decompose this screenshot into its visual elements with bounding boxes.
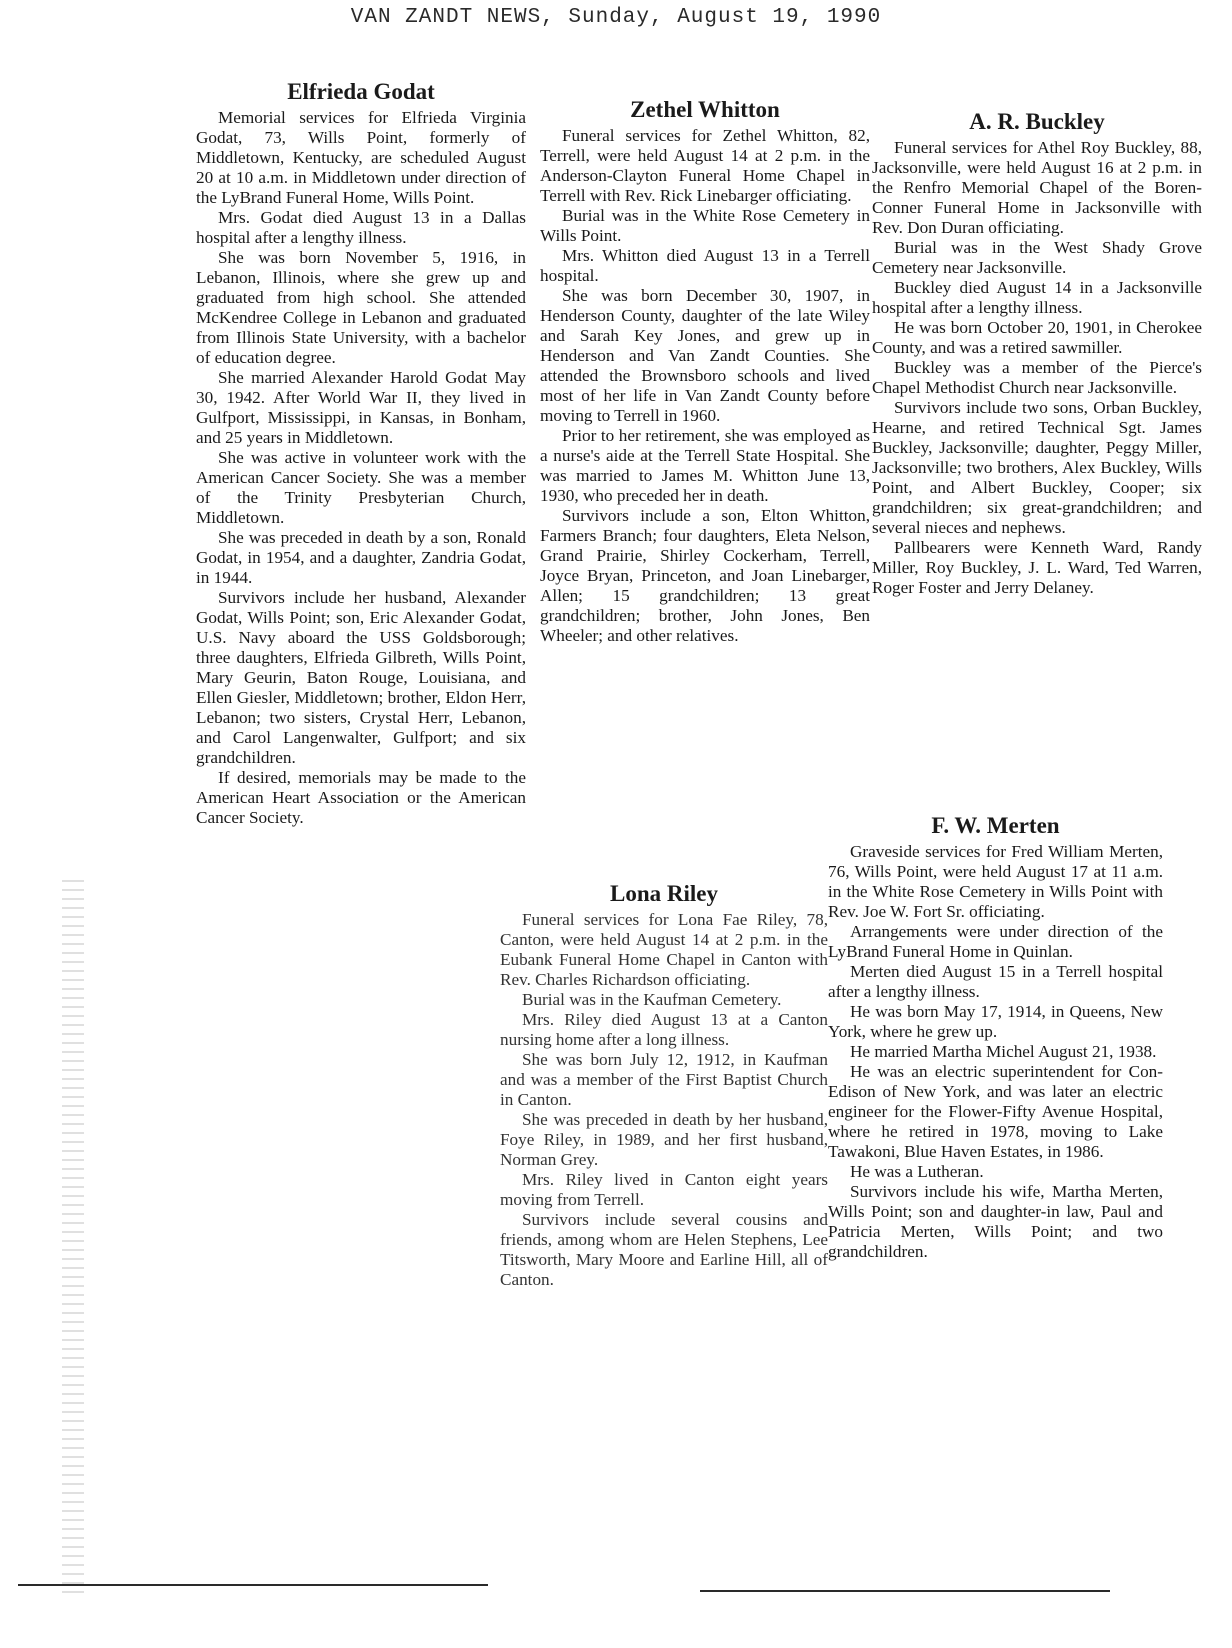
paragraph: She was preceded in death by her husband, Foye Riley, in 1989, and her first husband, Norman Grey. xyxy=(500,1110,828,1169)
paragraph: He was born May 17, 1914, in Queens, New York, where he grew up. xyxy=(828,1002,1163,1041)
paragraph: She was born December 30, 1907, in Henderson County, daughter of the late Wiley and Sarah Key Jones, and grew up in Henderson and Van Zandt Counties. She attended the Brownsboro schools and lived most of her life in Van Zandt County before moving to Terrell in 1960. xyxy=(540,286,870,425)
paragraph: She married Alexander Harold Godat May 30, 1942. After World War II, they lived in Gulfport, Mississippi, in Kansas, in Bonham, and 25 years in Middletown. xyxy=(196,368,526,447)
paragraph: Funeral services for Lona Fae Riley, 78, Canton, were held August 14 at 2 p.m. in the Eubank Funeral Home Chapel in Canton with Rev. Charles Richardson officiating. xyxy=(500,910,828,989)
page-rule xyxy=(700,1590,1110,1592)
paragraph: He was an electric superintendent for Con-Edison of New York, and was later an electric engineer for the Flower-Fifty Avenue Hospital, where he retired in 1978, moving to Lake Tawakoni, Blue Haven Estates, in 1986. xyxy=(828,1062,1163,1161)
scan-edge-shadow xyxy=(62,880,84,1600)
obituary-whitton xyxy=(540,96,870,646)
paragraph: Prior to her retirement, she was employed as a nurse's aide at the Terrell State Hospital. She was married to James M. Whitton June 13, 1930, who preceded her in death. xyxy=(540,426,870,505)
paragraph: Survivors include several cousins and friends, among whom are Helen Stephens, Lee Titsworth, Mary Moore and Earline Hill, all of Canton. xyxy=(500,1210,828,1289)
obituary-godat xyxy=(196,78,526,828)
paragraph: Graveside services for Fred William Merten, 76, Wills Point, were held August 17 at 11 a.m. in the White Rose Cemetery in Wills Point with Rev. Joe W. Fort Sr. officiating. xyxy=(828,842,1163,921)
paragraph: Burial was in the White Rose Cemetery in Wills Point. xyxy=(540,206,870,245)
paragraph: Survivors include his wife, Martha Merten, Wills Point; son and daughter-in law, Paul and Patricia Merten, Wills Point; and two grandchildren. xyxy=(828,1182,1163,1261)
page-rule xyxy=(18,1584,488,1586)
paragraph: She was born November 5, 1916, in Lebanon, Illinois, where she grew up and graduated from high school. She attended McKendree College in Lebanon and graduated from Illinois State University, with a bachelor of education degree. xyxy=(196,248,526,367)
paragraph: Merten died August 15 in a Terrell hospital after a lengthy illness. xyxy=(828,962,1163,1001)
obituary-heading: A. R. Buckley xyxy=(969,109,1105,134)
obituary-buckley xyxy=(872,108,1202,598)
paragraph: Mrs. Whitton died August 13 in a Terrell hospital. xyxy=(540,246,870,285)
paragraph: Mrs. Riley died August 13 at a Canton nursing home after a long illness. xyxy=(500,1010,828,1049)
paragraph: Mrs. Riley lived in Canton eight years moving from Terrell. xyxy=(500,1170,828,1209)
obituary-heading: Zethel Whitton xyxy=(630,97,780,122)
paragraph: She was born July 12, 1912, in Kaufman and was a member of the First Baptist Church in Canton. xyxy=(500,1050,828,1109)
paragraph: He was a Lutheran. xyxy=(850,1162,984,1181)
paragraph: He married Martha Michel August 21, 1938. xyxy=(850,1042,1157,1061)
paragraph: Pallbearers were Kenneth Ward, Randy Miller, Roy Buckley, J. L. Ward, Ted Warren, Roger Foster and Jerry Delaney. xyxy=(872,538,1202,597)
paragraph: Survivors include two sons, Orban Buckley, Hearne, and retired Technical Sgt. James Buckley, Jacksonville; daughter, Peggy Miller, Jacksonville; two brothers, Alex Buckley, Wills Point, and Albert Buckley, Cooper; six grandchildren; six great-grandchildren; and several nieces and nephews. xyxy=(872,398,1202,537)
obituary-merten xyxy=(828,812,1163,1262)
paragraph: She was active in volunteer work with the American Cancer Society. She was a member of the Trinity Presbyterian Church, Middletown. xyxy=(196,448,526,527)
paragraph: Survivors include her husband, Alexander Godat, Wills Point; son, Eric Alexander Godat, U.S. Navy aboard the USS Goldsborough; three daughters, Elfrieda Gilbreth, Wills Point, Mary Geurin, Baton Rouge, Louisiana, and Ellen Giesler, Middletown; brother, Eldon Herr, Lebanon; two sisters, Crystal Herr, Lebanon, and Carol Langenwalter, Gulfport; and six grandchildren. xyxy=(196,588,526,767)
obituary-heading: Elfrieda Godat xyxy=(287,79,435,104)
obituary-heading: F. W. Merten xyxy=(931,813,1060,838)
paragraph: Mrs. Godat died August 13 in a Dallas hospital after a lengthy illness. xyxy=(196,208,526,247)
obituary-heading: Lona Riley xyxy=(610,881,718,906)
paragraph: He was born October 20, 1901, in Cherokee County, and was a retired sawmiller. xyxy=(872,318,1202,357)
paragraph: If desired, memorials may be made to the American Heart Association or the American Cancer Society. xyxy=(196,768,526,827)
paragraph: Arrangements were under direction of the LyBrand Funeral Home in Quinlan. xyxy=(828,922,1163,961)
paragraph: Funeral services for Athel Roy Buckley, 88, Jacksonville, were held August 16 at 2 p.m. in the Renfro Memorial Chapel of the Boren-Conner Funeral Home in Jacksonville with Rev. Don Duran officiating. xyxy=(872,138,1202,237)
paragraph: Burial was in the Kaufman Cemetery. xyxy=(522,990,782,1009)
paragraph: Buckley died August 14 in a Jacksonville hospital after a lengthy illness. xyxy=(872,278,1202,317)
paragraph: Funeral services for Zethel Whitton, 82, Terrell, were held August 14 at 2 p.m. in the Anderson-Clayton Funeral Home Chapel in Terrell with Rev. Rick Linebarger officiating. xyxy=(540,126,870,205)
paragraph: Survivors include a son, Elton Whitton, Farmers Branch; four daughters, Eleta Nelson, Grand Prairie, Shirley Cockerham, Terrell, Joyce Bryan, Princeton, and Joan Linebarger, Allen; 15 grandchildren; 13 great grandchildren; brother, John Jones, Ben Wheeler; and other relatives. xyxy=(540,506,870,645)
paragraph: Burial was in the West Shady Grove Cemetery near Jacksonville. xyxy=(872,238,1202,277)
masthead: VAN ZANDT NEWS, Sunday, August 19, 1990 xyxy=(350,6,882,29)
obituary-riley xyxy=(500,880,828,1290)
paragraph: She was preceded in death by a son, Ronald Godat, in 1954, and a daughter, Zandria Godat, in 1944. xyxy=(196,528,526,587)
paragraph: Memorial services for Elfrieda Virginia Godat, 73, Wills Point, formerly of Middletown, Kentucky, are scheduled August 20 at 10 a.m. in Middletown under direction of the LyBrand Funeral Home, Wills Point. xyxy=(196,108,526,207)
paragraph: Buckley was a member of the Pierce's Chapel Methodist Church near Jacksonville. xyxy=(872,358,1202,397)
